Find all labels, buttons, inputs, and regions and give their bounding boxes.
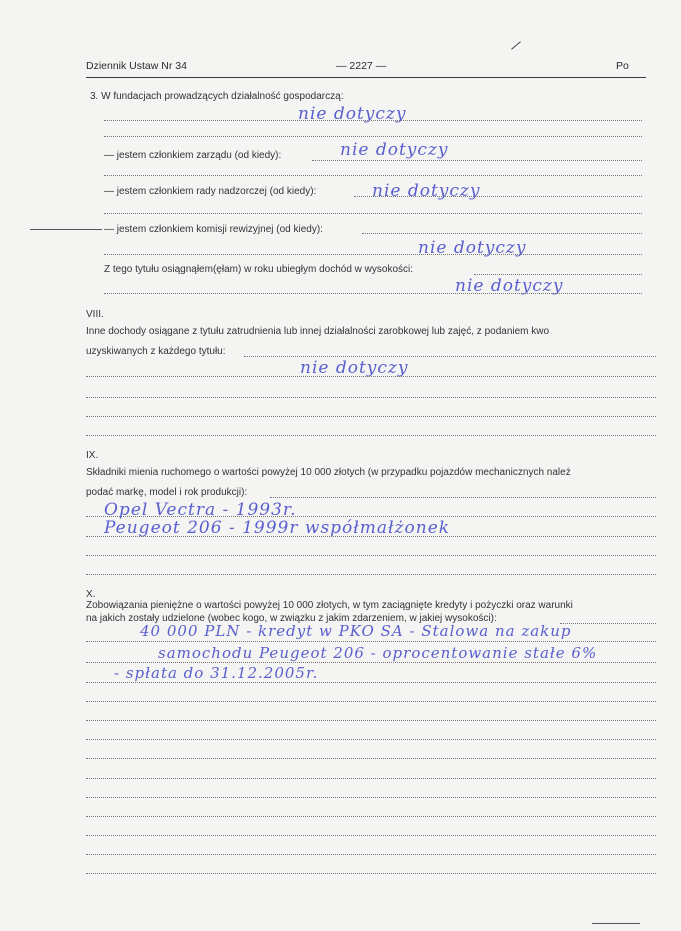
- scan-artifact-line: [592, 923, 640, 924]
- handwritten-answer: Opel Vectra - 1993r.: [104, 500, 297, 520]
- answer-line: [86, 397, 656, 398]
- answer-line: [362, 233, 642, 234]
- handwritten-answer: samochodu Peugeot 206 - oprocentowanie stałe 6%: [158, 644, 598, 662]
- answer-line: [86, 536, 656, 537]
- section10-question-line2: na jakich zostały udzielone (wobec kogo, w związku z jakim zdarzeniem, w jakiej wysokości):: [86, 613, 497, 624]
- section9-numeral: IX.: [86, 450, 99, 461]
- handwritten-answer: Peugeot 206 - 1999r współmałżonek: [104, 518, 451, 538]
- handwritten-answer: nie dotyczy: [300, 358, 409, 378]
- section8-question-line2: uzyskiwanych z każdego tytułu:: [86, 346, 226, 357]
- answer-line: [86, 797, 656, 798]
- answer-line: [244, 356, 656, 357]
- answer-line: [86, 516, 656, 517]
- answer-line: [86, 555, 656, 556]
- scan-artifact-line: [30, 229, 102, 230]
- answer-line: [86, 873, 656, 874]
- answer-line: [354, 196, 642, 197]
- answer-line: [104, 175, 642, 176]
- answer-line: [86, 778, 656, 779]
- answer-line: [560, 623, 656, 624]
- answer-line: [86, 816, 656, 817]
- supervisory-board-label: — jestem członkiem rady nadzorczej (od kiedy):: [104, 186, 317, 197]
- answer-line: [86, 662, 656, 663]
- journal-title: Dziennik Ustaw Nr 34: [86, 60, 187, 72]
- section8-numeral: VIII.: [86, 309, 104, 320]
- answer-line: [86, 682, 656, 683]
- page-number: — 2227 —: [336, 60, 387, 72]
- section3-intro: 3. W fundacjach prowadzących działalność gospodarczą:: [90, 91, 344, 102]
- handwritten-answer: nie dotyczy: [340, 140, 449, 160]
- handwritten-answer: nie dotyczy: [298, 104, 407, 124]
- section10-numeral: X.: [86, 589, 96, 600]
- handwritten-answer: - spłata do 31.12.2005r.: [114, 664, 319, 682]
- audit-committee-label: — jestem członkiem komisji rewizyjnej (od kiedy):: [104, 224, 323, 235]
- handwritten-answer: nie dotyczy: [455, 276, 564, 296]
- answer-line: [104, 293, 642, 294]
- answer-line: [474, 274, 642, 275]
- answer-line: [86, 435, 656, 436]
- answer-line: [86, 376, 656, 377]
- answer-line: [104, 213, 642, 214]
- section8-question-line1: Inne dochody osiągane z tytułu zatrudnienia lub innej działalności zarobkowej lub zajęć, z podaniem kwo: [86, 326, 550, 337]
- answer-line: [86, 701, 656, 702]
- answer-line: [86, 835, 656, 836]
- answer-line: [86, 720, 656, 721]
- answer-line: [312, 160, 642, 161]
- answer-line: [86, 854, 656, 855]
- answer-line: [270, 497, 656, 498]
- answer-line: [104, 136, 642, 137]
- answer-line: [86, 641, 656, 642]
- answer-line: [86, 574, 656, 575]
- answer-line: [104, 120, 642, 121]
- section10-question-line1: Zobowiązania pieniężne o wartości powyżej 10 000 złotych, w tym zaciągnięte kredyty i pożyczki oraz warunki: [86, 600, 573, 611]
- answer-line: [86, 739, 656, 740]
- answer-line: [104, 254, 642, 255]
- answer-line: [86, 416, 656, 417]
- section9-question-line1: Składniki mienia ruchomego o wartości powyżej 10 000 złotych (w przypadku pojazdów mechanicznych należ: [86, 467, 571, 478]
- pen-mark: [511, 41, 521, 49]
- header-right-fragment: Po: [616, 60, 629, 72]
- income-label: Z tego tytułu osiągnąłem(ęłam) w roku ubiegłym dochód w wysokości:: [104, 264, 414, 275]
- header-rule: [86, 77, 646, 78]
- answer-line: [86, 758, 656, 759]
- page-header: [86, 60, 656, 78]
- section9-question-line2: podać markę, model i rok produkcji):: [86, 487, 248, 498]
- management-board-label: — jestem członkiem zarządu (od kiedy):: [104, 150, 282, 161]
- handwritten-answer: nie dotyczy: [418, 238, 527, 258]
- handwritten-answer: 40 000 PLN - kredyt w PKO SA - Stalowa na zakup: [140, 622, 572, 640]
- handwritten-answer: nie dotyczy: [372, 181, 481, 201]
